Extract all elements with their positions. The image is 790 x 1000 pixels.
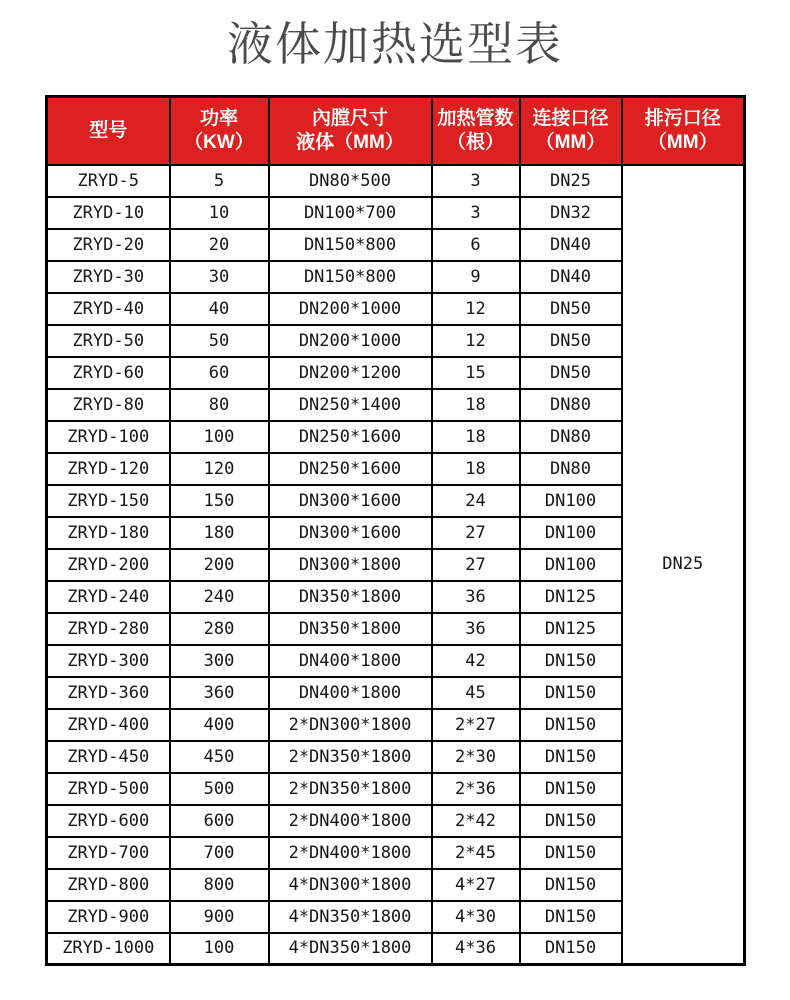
table-cell: ZRYD-400 [47, 709, 170, 741]
table-cell: 600 [170, 805, 269, 837]
table-cell: 120 [170, 453, 269, 485]
table-cell: 500 [170, 773, 269, 805]
table-cell: 2*DN400*1800 [269, 805, 432, 837]
table-cell: DN150 [520, 805, 622, 837]
table-cell: DN100 [520, 485, 622, 517]
header-line: （根） [446, 131, 504, 153]
table-cell: DN250*1600 [269, 453, 432, 485]
table-cell: 2*30 [432, 741, 520, 773]
header-line: 型号 [89, 119, 128, 141]
table-cell: ZRYD-50 [47, 325, 170, 357]
table-cell: DN350*1800 [269, 581, 432, 613]
table-cell: 6 [432, 229, 520, 261]
table-cell: DN400*1800 [269, 677, 432, 709]
table-cell: 4*DN350*1800 [269, 933, 432, 965]
table-cell: DN100 [520, 549, 622, 581]
col-header-connection-diameter [520, 97, 622, 165]
table-body [47, 165, 745, 965]
table-cell: 900 [170, 901, 269, 933]
table-cell: ZRYD-100 [47, 421, 170, 453]
table-cell: ZRYD-40 [47, 293, 170, 325]
table-cell: 36 [432, 613, 520, 645]
header-line: （MM） [647, 131, 718, 153]
table-cell: DN200*1000 [269, 293, 432, 325]
table-cell: 100 [170, 421, 269, 453]
table-cell: DN150 [520, 677, 622, 709]
table-cell: ZRYD-700 [47, 837, 170, 869]
table-cell: ZRYD-240 [47, 581, 170, 613]
table-cell: ZRYD-30 [47, 261, 170, 293]
table-cell: ZRYD-5 [47, 165, 170, 197]
table-cell: 50 [170, 325, 269, 357]
table-cell: 400 [170, 709, 269, 741]
table-cell: DN150 [520, 933, 622, 965]
table-cell: 4*DN300*1800 [269, 869, 432, 901]
table-cell: 2*DN300*1800 [269, 709, 432, 741]
table-cell: DN150 [520, 709, 622, 741]
table-cell: ZRYD-10 [47, 197, 170, 229]
table-cell: DN150*800 [269, 261, 432, 293]
table-cell: 200 [170, 549, 269, 581]
table-cell: DN80*500 [269, 165, 432, 197]
table-cell: 24 [432, 485, 520, 517]
table-cell: DN300*1600 [269, 517, 432, 549]
table-cell: 36 [432, 581, 520, 613]
table-cell: DN25 [520, 165, 622, 197]
table-cell: 100 [170, 933, 269, 965]
header-line: （KW） [184, 131, 254, 153]
table-cell: 20 [170, 229, 269, 261]
table-cell: DN300*1800 [269, 549, 432, 581]
header-line: 功率 [199, 108, 238, 129]
table-cell: 10 [170, 197, 269, 229]
header-line: 內膛尺寸 [311, 108, 388, 129]
table-cell: DN150 [520, 773, 622, 805]
table-cell: 180 [170, 517, 269, 549]
table-cell: 40 [170, 293, 269, 325]
table-cell: 360 [170, 677, 269, 709]
table-cell: ZRYD-180 [47, 517, 170, 549]
table-cell: ZRYD-120 [47, 453, 170, 485]
table-cell: DN300*1600 [269, 485, 432, 517]
table-cell: ZRYD-80 [47, 389, 170, 421]
table-cell: 3 [432, 197, 520, 229]
table-cell: 2*DN350*1800 [269, 773, 432, 805]
table-cell: DN50 [520, 325, 622, 357]
table-cell: DN250*1600 [269, 421, 432, 453]
table-cell: DN100*700 [269, 197, 432, 229]
table-cell: 60 [170, 357, 269, 389]
table-cell: ZRYD-450 [47, 741, 170, 773]
table-cell: DN50 [520, 293, 622, 325]
table-cell: 4*DN350*1800 [269, 901, 432, 933]
col-header-tube-count [432, 97, 520, 165]
header-row [47, 97, 745, 165]
table-cell: ZRYD-60 [47, 357, 170, 389]
table-cell: 12 [432, 325, 520, 357]
header-line: （MM） [535, 131, 606, 153]
col-header-drain-diameter [622, 97, 745, 165]
table-cell: DN100 [520, 517, 622, 549]
table-cell: DN200*1000 [269, 325, 432, 357]
table-cell: 42 [432, 645, 520, 677]
table-cell: 18 [432, 389, 520, 421]
col-header-chamber-size [269, 97, 432, 165]
table-cell: 80 [170, 389, 269, 421]
table-cell: 27 [432, 517, 520, 549]
header-line: 液体（MM） [296, 131, 404, 153]
table-cell: 3 [432, 165, 520, 197]
table-cell: 18 [432, 453, 520, 485]
table-cell: DN80 [520, 421, 622, 453]
table-cell: ZRYD-900 [47, 901, 170, 933]
table-cell: 280 [170, 613, 269, 645]
page-title: 液体加热选型表 [227, 18, 563, 70]
col-header-power [170, 97, 269, 165]
table-cell: 240 [170, 581, 269, 613]
table-cell: 2*DN350*1800 [269, 741, 432, 773]
header-line: 排污口径 [644, 108, 721, 129]
drain-diameter-merged-cell: DN25 [622, 165, 745, 965]
table-cell: DN150 [520, 869, 622, 901]
table-cell: ZRYD-280 [47, 613, 170, 645]
table-cell: DN125 [520, 613, 622, 645]
table-cell: ZRYD-360 [47, 677, 170, 709]
table-cell: DN32 [520, 197, 622, 229]
table-cell: 300 [170, 645, 269, 677]
table-cell: ZRYD-500 [47, 773, 170, 805]
table-cell: 150 [170, 485, 269, 517]
table-cell: 4*30 [432, 901, 520, 933]
table-cell: 700 [170, 837, 269, 869]
table-cell: 12 [432, 293, 520, 325]
table-cell: 2*36 [432, 773, 520, 805]
col-header-model [47, 97, 170, 165]
table-cell: 30 [170, 261, 269, 293]
table-cell: DN40 [520, 261, 622, 293]
table-cell: ZRYD-800 [47, 869, 170, 901]
table-cell: DN80 [520, 389, 622, 421]
table-cell: DN250*1400 [269, 389, 432, 421]
table-row [47, 165, 745, 197]
table-cell: ZRYD-1000 [47, 933, 170, 965]
selection-table [45, 95, 746, 966]
table-cell: DN350*1800 [269, 613, 432, 645]
table-cell: DN80 [520, 453, 622, 485]
table-cell: 15 [432, 357, 520, 389]
table-cell: 9 [432, 261, 520, 293]
table-cell: ZRYD-200 [47, 549, 170, 581]
table-cell: 2*42 [432, 805, 520, 837]
table-cell: DN150 [520, 741, 622, 773]
table-cell: DN200*1200 [269, 357, 432, 389]
table-cell: 2*45 [432, 837, 520, 869]
table-cell: DN150*800 [269, 229, 432, 261]
table-cell: ZRYD-20 [47, 229, 170, 261]
header-line: 连接口径 [532, 108, 609, 129]
table-cell: 2*27 [432, 709, 520, 741]
table-cell: DN150 [520, 645, 622, 677]
table-cell: 4*27 [432, 869, 520, 901]
table-cell: ZRYD-150 [47, 485, 170, 517]
table-cell: 2*DN400*1800 [269, 837, 432, 869]
table-cell: ZRYD-300 [47, 645, 170, 677]
table-cell: 45 [432, 677, 520, 709]
table-cell: 27 [432, 549, 520, 581]
table-cell: ZRYD-600 [47, 805, 170, 837]
table-cell: DN125 [520, 581, 622, 613]
table-cell: DN150 [520, 901, 622, 933]
table-cell: DN40 [520, 229, 622, 261]
table-cell: 18 [432, 421, 520, 453]
table-cell: 5 [170, 165, 269, 197]
header-line: 加热管数 [437, 108, 514, 129]
table-cell: 4*36 [432, 933, 520, 965]
table-cell: 800 [170, 869, 269, 901]
table-cell: DN50 [520, 357, 622, 389]
table-cell: 450 [170, 741, 269, 773]
table-cell: DN150 [520, 837, 622, 869]
table-cell: DN400*1800 [269, 645, 432, 677]
